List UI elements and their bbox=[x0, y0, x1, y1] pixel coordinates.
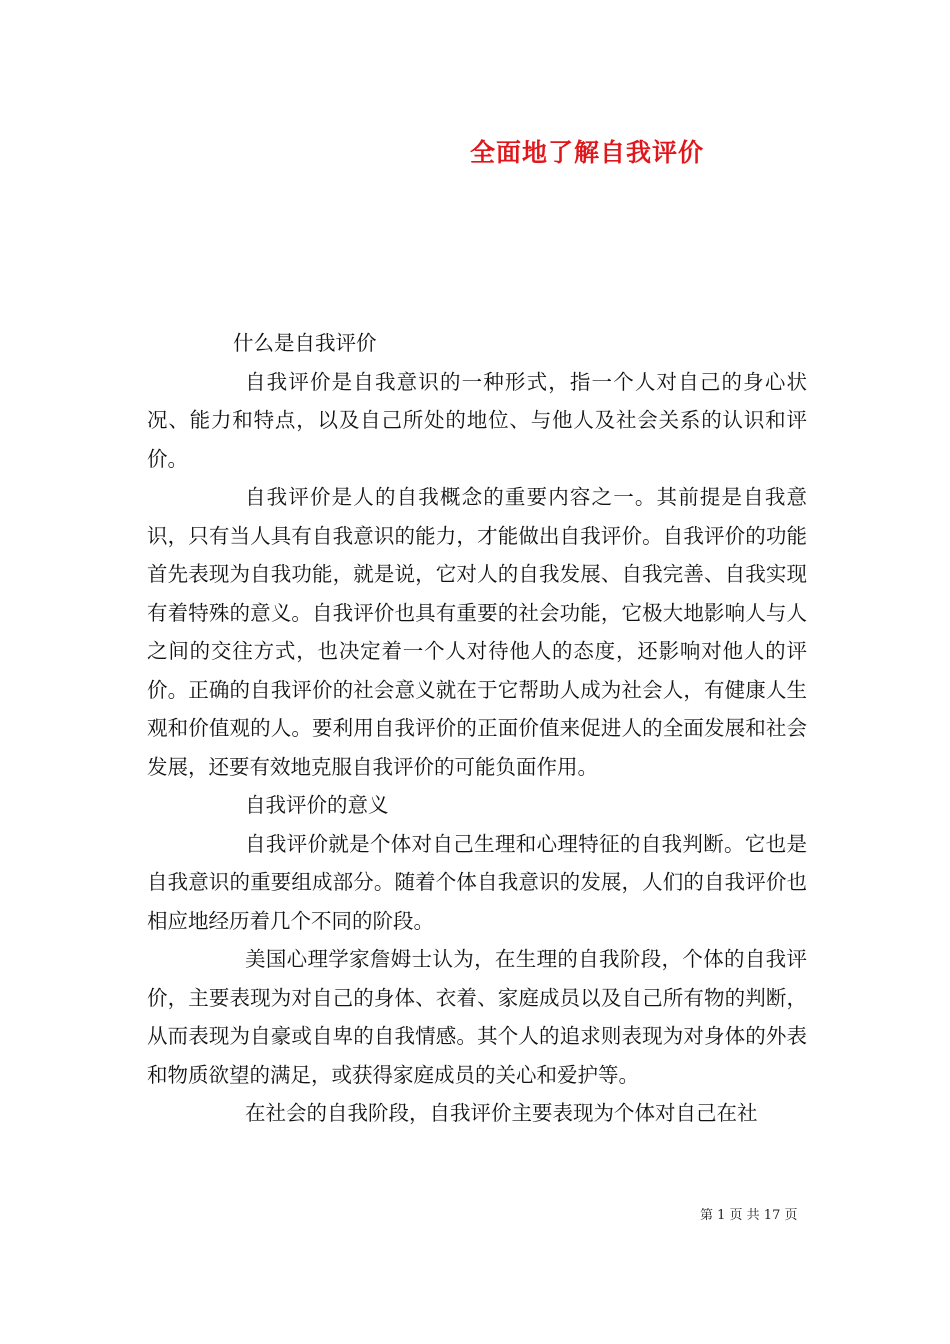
page-number-footer: 第 1 页 共 17 页 bbox=[700, 1208, 798, 1223]
paragraph-social-self: 在社会的自我阶段，自我评价主要表现为个体对自己在社 bbox=[245, 1101, 758, 1125]
document-body bbox=[147, 324, 807, 1133]
paragraph-definition: 自我评价是自我意识的一种形式，指一个人对自己的身心状况、能力和特点，以及自己所处的地位、与他人及社会关系的认识和评价。 bbox=[147, 369, 807, 471]
paragraph-james: 美国心理学家詹姆士认为，在生理的自我阶段，个体的自我评价，主要表现为对自己的身体、衣着、家庭成员以及自己所有物的判断，从而表现为自豪或自卑的自我情感。其个人的追求则表现为对身体的外表和物质欲望的满足，或获得家庭成员的关心和爱护等。 bbox=[147, 947, 807, 1087]
section-heading-what-is: 什么是自我评价 bbox=[233, 331, 377, 355]
document-title: 全面地了解自我评价 bbox=[470, 138, 705, 167]
paragraph-judgment: 自我评价就是个体对自己生理和心理特征的自我判断。它也是自我意识的重要组成部分。随着个体自我意识的发展，人们的自我评价也相应地经历着几个不同的阶段。 bbox=[147, 831, 807, 933]
section-heading-meaning: 自我评价的意义 bbox=[245, 793, 389, 817]
paragraph-concept: 自我评价是人的自我概念的重要内容之一。其前提是自我意识，只有当人具有自我意识的能力，才能做出自我评价。自我评价的功能首先表现为自我功能，就是说，它对人的自我发展、自我完善、自我实现有着特殊的意义。自我评价也具有重要的社会功能，它极大地影响人与人之间的交往方式，也决定着一个人对待他人的态度，还影响对他人的评价。正确的自我评价的社会意义就在于它帮助人成为社会人，有健康人生观和价值观的人。要利用自我评价的正面价值来促进人的全面发展和社会发展，还要有效地克服自我评价的可能负面作用。 bbox=[147, 485, 807, 779]
